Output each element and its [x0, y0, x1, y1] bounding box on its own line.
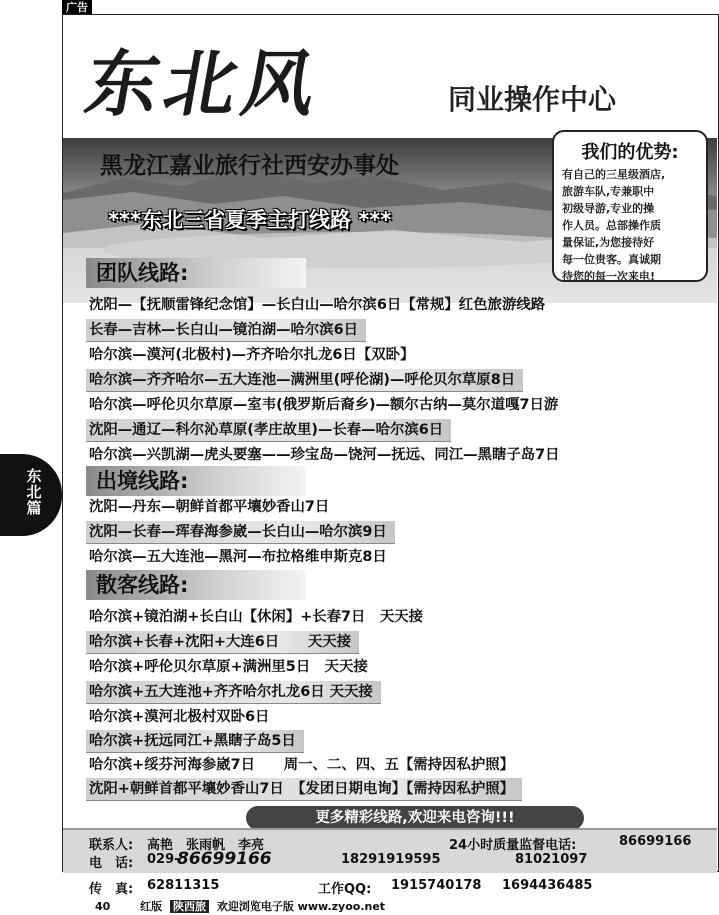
route-item: 沈阳+朝鲜首都平壤妙香山7日 【发团日期电询】【需持因私护照】: [86, 778, 522, 801]
hotline-number: 86699166: [619, 834, 692, 849]
side-tab-char: 篇: [26, 499, 42, 517]
route-item: 哈尔滨+漠河北极村双卧6日: [89, 709, 270, 725]
publication-badge: 陕西旅: [170, 900, 209, 913]
phone-main: 86699166: [177, 849, 272, 869]
route-item: 哈尔滨—兴凯湖—虎头要塞——珍宝岛—饶河—抚远、同江—黑瞎子岛7日: [89, 447, 560, 463]
route-item: 哈尔滨+呼伦贝尔草原+满洲里5日 天天接: [89, 659, 368, 675]
advantages-line: 量保证,为您接待好: [562, 236, 655, 249]
subtitle: 同业操作中心: [448, 83, 617, 116]
route-item: 哈尔滨—齐齐哈尔—五大连池—满洲里(呼伦湖)—呼伦贝尔草原8日: [86, 369, 523, 392]
qq-number-1: 1915740178: [391, 878, 482, 893]
route-item: 沈阳—长春—珲春海参崴—长白山—哈尔滨9日: [86, 521, 395, 544]
qq-number-2: 1694436485: [502, 878, 593, 893]
more-routes-banner: 更多精彩线路,欢迎来电咨询!!!: [246, 806, 584, 830]
page-footer: [95, 898, 385, 914]
footer-slogan: 欢迎浏览电子版 www.zyoo.net: [216, 900, 386, 913]
route-item: 沈阳—【抚顺雷锋纪念馆】—长白山—哈尔滨6日【常规】红色旅游线路: [89, 297, 546, 313]
season-title: ***东北三省夏季主打线路 ***: [108, 208, 392, 232]
route-item: 沈阳—通辽—科尔沁草原(孝庄故里)—长春—哈尔滨6日: [86, 419, 451, 442]
route-item: 哈尔滨—五大连池—黑河—布拉格维申斯克8日: [89, 549, 387, 565]
edition-label: 红版: [140, 900, 163, 913]
side-tab-char: 北: [26, 483, 42, 501]
route-item: 哈尔滨—呼伦贝尔草原—室韦(俄罗斯后裔乡)—额尔古纳—莫尔道嘎7日游: [89, 397, 559, 413]
route-item: 长春—吉林—长白山—镜泊湖—哈尔滨6日: [86, 319, 366, 342]
route-item: 哈尔滨+绥芬河海参崴7日 周一、二、四、五【需持因私护照】: [89, 757, 515, 773]
route-item: 哈尔滨+五大连池+齐齐哈尔扎龙6日 天天接: [86, 681, 381, 704]
phone-secondary: 81021097: [515, 852, 588, 867]
individual-routes-heading: 散客线路:: [86, 570, 306, 600]
outbound-routes-heading: 出境线路:: [86, 466, 306, 496]
team-routes-heading: 团队线路:: [86, 258, 306, 288]
advantages-line: 作人员。总部操作质: [562, 219, 661, 232]
ad-tag: 广告: [62, 0, 92, 16]
contacts-label: 联系人:: [89, 838, 134, 853]
phone-label: 电 话:: [89, 856, 134, 871]
route-item: 哈尔滨+长春+沈阳+大连6日 天天接: [86, 631, 359, 654]
advantages-line: 旅游车队,专兼职中: [562, 185, 655, 198]
route-item: 哈尔滨+抚远同江+黑瞎子岛5日: [86, 730, 304, 753]
brand-logo: 东北风: [79, 41, 329, 126]
phone-mobile: 18291919595: [341, 852, 441, 867]
advantages-line: 待您的每一次来电!: [562, 270, 656, 283]
advantages-title: 我们的优势:: [581, 142, 679, 163]
advantages-line: 初级导游,专业的操: [562, 202, 655, 215]
page-number: 40: [95, 900, 111, 913]
phone-prefix: 029-: [147, 852, 180, 867]
qq-label: 工作QQ:: [318, 882, 372, 897]
fax-label: 传 真:: [89, 882, 134, 897]
contacts-names: 高艳 张雨帆 李亮: [147, 838, 265, 853]
route-item: 哈尔滨—漠河(北极村)—齐齐哈尔扎龙6日【双卧】: [89, 347, 415, 363]
advantages-line: 每一位贵客。真诚期: [562, 253, 661, 266]
advantages-box: [552, 130, 708, 282]
route-item: 沈阳—丹东—朝鲜首都平壤妙香山7日: [89, 499, 330, 515]
contact-block: [63, 828, 717, 873]
side-section-tab: [0, 454, 62, 536]
fax-number: 62811315: [147, 878, 220, 893]
side-tab-char: 东: [26, 467, 42, 485]
advantages-line: 有自己的三星级酒店,: [562, 168, 666, 181]
hotline-label: 24小时质量监督电话:: [449, 838, 577, 853]
route-item: 哈尔滨+镜泊湖+长白山【休闲】+长春7日 天天接: [89, 609, 424, 625]
agency-name: 黑龙江嘉业旅行社西安办事处: [100, 153, 399, 179]
